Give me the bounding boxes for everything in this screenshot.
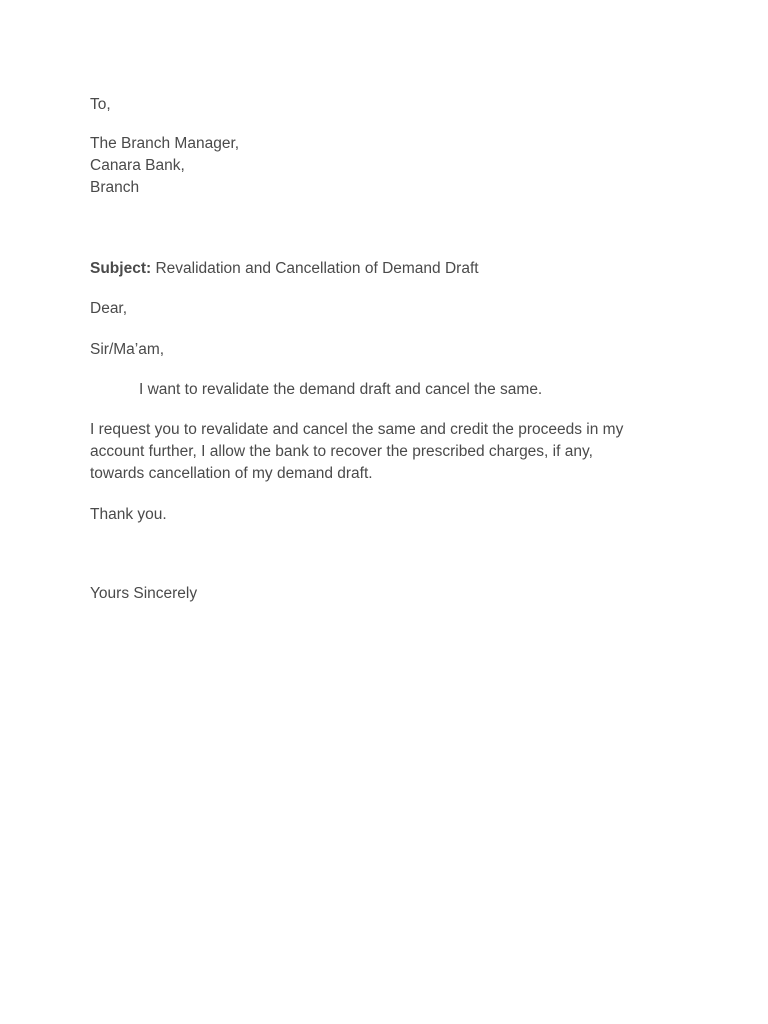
subject-text: Revalidation and Cancellation of Demand Draft — [151, 260, 479, 277]
recipient-address — [90, 133, 670, 199]
paragraph-2-line-1: I request you to revalidate and cancel the same and credit the proceeds in my — [90, 421, 624, 438]
recipient-line-1: The Branch Manager, — [90, 135, 240, 152]
closing — [90, 583, 670, 605]
subject-line — [90, 258, 670, 280]
paragraph-2-line-3: towards cancellation of my demand draft. — [90, 465, 373, 482]
recipient-line-2: Canara Bank, — [90, 157, 185, 174]
to-text: To, — [90, 96, 111, 113]
greeting — [90, 298, 670, 320]
thanks — [90, 504, 670, 526]
subject-label: Subject: — [90, 260, 152, 277]
salutation-text: Sir/Ma’am, — [90, 341, 165, 358]
paragraph-1-text: I want to revalidate the demand draft and cancel the same. — [139, 381, 543, 398]
to-line — [90, 94, 670, 116]
thanks-text: Thank you. — [90, 506, 167, 523]
greeting-text: Dear, — [90, 300, 128, 317]
recipient-line-3: Branch — [90, 179, 140, 196]
paragraph-2-line-2: account further, I allow the bank to recover the prescribed charges, if any, — [90, 443, 593, 460]
closing-text: Yours Sincerely — [90, 585, 198, 602]
paragraph-2 — [90, 419, 670, 485]
salutation — [90, 339, 670, 361]
paragraph-1 — [90, 379, 670, 401]
